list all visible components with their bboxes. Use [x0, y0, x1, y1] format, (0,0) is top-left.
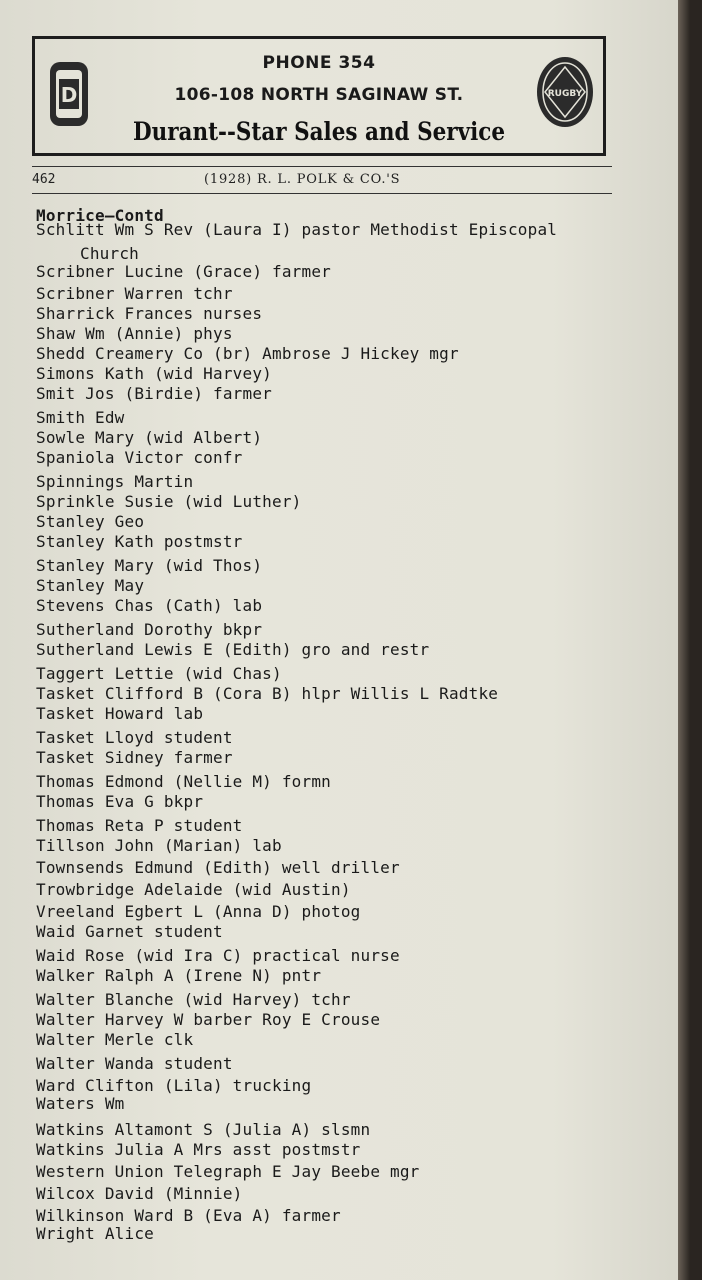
directory-entry: Tasket Howard lab [36, 704, 204, 723]
header-rule-top [32, 166, 612, 167]
directory-entry: Wilkinson Ward B (Eva A) farmer [36, 1206, 341, 1225]
directory-entry: Spaniola Victor confr [36, 448, 243, 467]
directory-entry: Stevens Chas (Cath) lab [36, 596, 263, 615]
directory-entry: Smith Edw [36, 408, 125, 427]
directory-entry: Tillson John (Marian) lab [36, 836, 282, 855]
directory-entry: Stanley Kath postmstr [36, 532, 243, 551]
directory-entry: Waid Garnet student [36, 922, 223, 941]
directory-entry: Walter Blanche (wid Harvey) tchr [36, 990, 351, 1009]
directory-entry: Tasket Sidney farmer [36, 748, 233, 767]
directory-entry: Scribner Warren tchr [36, 284, 233, 303]
directory-entry: Walter Merle clk [36, 1030, 194, 1049]
directory-entry: Walter Harvey W barber Roy E Crouse [36, 1010, 381, 1029]
directory-entry: Sutherland Lewis E (Edith) gro and restr [36, 640, 430, 659]
directory-entry: Trowbridge Adelaide (wid Austin) [36, 880, 351, 899]
directory-entry: Townsends Edmund (Edith) well driller [36, 858, 400, 877]
directory-entry: Shedd Creamery Co (br) Ambrose J Hickey mgr [36, 344, 459, 363]
directory-entry: Waters Wm [36, 1094, 125, 1113]
running-head: (1928) R. L. POLK & CO.'S [204, 172, 401, 187]
ad-address: 106-108 NORTH SAGINAW ST. [174, 85, 464, 105]
directory-entry: Walter Wanda student [36, 1054, 233, 1073]
directory-entry: Waid Rose (wid Ira C) practical nurse [36, 946, 400, 965]
directory-entry: Schlitt Wm S Rev (Laura I) pastor Methodist Episcopal [36, 220, 558, 239]
page-header [32, 172, 612, 192]
directory-entry: Taggert Lettie (wid Chas) [36, 664, 282, 683]
page-number: 462 [32, 172, 56, 187]
directory-entry-continuation: Church [80, 244, 139, 263]
directory-entry: Vreeland Egbert L (Anna D) photog [36, 902, 361, 921]
directory-entry: Watkins Julia A Mrs asst postmstr [36, 1140, 361, 1159]
directory-entry: Scribner Lucine (Grace) farmer [36, 262, 331, 281]
directory-entry: Walker Ralph A (Irene N) pntr [36, 966, 322, 985]
directory-entry: Shaw Wm (Annie) phys [36, 324, 233, 343]
directory-entry: Wilcox David (Minnie) [36, 1184, 243, 1203]
advertisement-box [32, 36, 606, 156]
directory-entry: Watkins Altamont S (Julia A) slsmn [36, 1120, 371, 1139]
header-rule-bottom [32, 193, 612, 194]
directory-entry: Wright Alice [36, 1224, 154, 1243]
directory-entry: Sharrick Frances nurses [36, 304, 263, 323]
durant-logo-letter: D [60, 83, 78, 107]
directory-entry: Stanley Geo [36, 512, 145, 531]
ad-title: Durant--Star Sales and Service [132, 117, 506, 146]
directory-entry: Simons Kath (wid Harvey) [36, 364, 272, 383]
rugby-logo-icon [535, 55, 595, 129]
directory-entry: Thomas Eva G bkpr [36, 792, 204, 811]
directory-entry: Spinnings Martin [36, 472, 194, 491]
directory-entry: Ward Clifton (Lila) trucking [36, 1076, 312, 1095]
ad-phone: PHONE 354 [262, 53, 376, 73]
directory-entry: Sutherland Dorothy bkpr [36, 620, 263, 639]
directory-entry: Tasket Lloyd student [36, 728, 233, 747]
directory-entry: Sprinkle Susie (wid Luther) [36, 492, 302, 511]
page-edge [678, 0, 690, 1280]
section-continued-heading: Morrice—Contd [36, 206, 164, 225]
directory-entry: Smit Jos (Birdie) farmer [36, 384, 272, 403]
directory-entry: Western Union Telegraph E Jay Beebe mgr [36, 1162, 420, 1181]
directory-entry: Stanley Mary (wid Thos) [36, 556, 263, 575]
directory-entry: Sowle Mary (wid Albert) [36, 428, 263, 447]
directory-entry: Thomas Edmond (Nellie M) formn [36, 772, 331, 791]
rugby-logo-text: RUGBY [547, 89, 583, 99]
directory-entry: Thomas Reta P student [36, 816, 243, 835]
directory-entry: Tasket Clifford B (Cora B) hlpr Willis L Radtke [36, 684, 499, 703]
directory-entry: Stanley May [36, 576, 145, 595]
